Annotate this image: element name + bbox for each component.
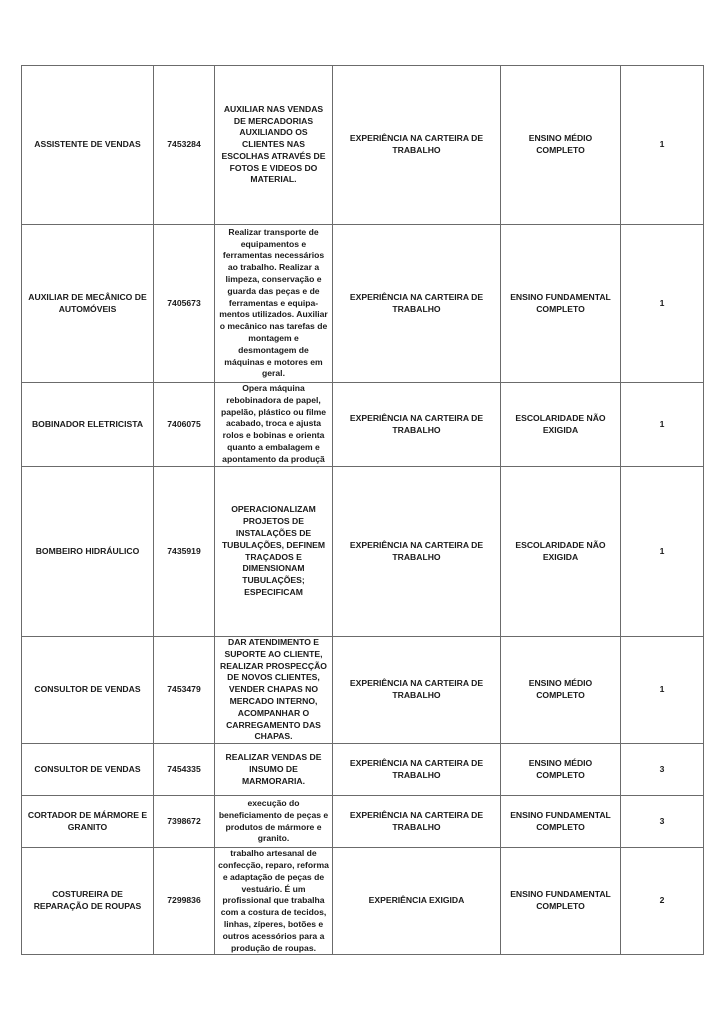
vacancies-cell: 1: [621, 467, 704, 637]
vacancies-cell: 2: [621, 848, 704, 955]
experience-cell: EXPERIÊNCIA NA CARTEIRA DE TRABALHO: [333, 225, 501, 383]
occupation-cell: CONSULTOR DE VENDAS: [22, 637, 154, 744]
experience-cell: EXPERIÊNCIA NA CARTEIRA DE TRABALHO: [333, 744, 501, 796]
vacancies-cell: 1: [621, 225, 704, 383]
education-cell: ENSINO MÉDIO COMPLETO: [501, 637, 621, 744]
code-cell: 7435919: [154, 467, 215, 637]
education-cell: ESCOLARIDADE NÃO EXIGIDA: [501, 383, 621, 467]
experience-cell: EXPERIÊNCIA NA CARTEIRA DE TRABALHO: [333, 796, 501, 848]
occupation-cell: BOBINADOR ELETRICISTA: [22, 383, 154, 467]
table-row: [22, 744, 704, 796]
education-cell: ENSINO FUNDAMENTAL COMPLETO: [501, 796, 621, 848]
vacancies-cell: 1: [621, 383, 704, 467]
education-cell: ENSINO MÉDIO COMPLETO: [501, 744, 621, 796]
occupation-cell: COSTUREIRA DE REPARAÇÃO DE ROUPAS: [22, 848, 154, 955]
job-vacancies-table: [21, 65, 704, 955]
table-row: [22, 796, 704, 848]
vacancies-cell: 3: [621, 796, 704, 848]
description-text: Opera máquina rebobinadora de papel, papelão, plástico ou filme acabado, troca e ajusta rolos e bobinas e orienta quanto a embalagem e apontamento da produçã: [220, 383, 327, 464]
experience-cell: EXPERIÊNCIA EXIGIDA: [333, 848, 501, 955]
experience-cell: EXPERIÊNCIA NA CARTEIRA DE TRABALHO: [333, 66, 501, 225]
table-row: [22, 848, 704, 955]
code-cell: 7299836: [154, 848, 215, 955]
description-cell: Realizar transporte de equipamentos e ferramentas necessários ao trabalho. Realizar a limpeza, conservação e guarda das peças e de ferramentas e equipa-mentos utilizados. Auxiliar o mecânico nas tarefas de montagem e desmontagem de máquinas e motores em geral.: [215, 225, 333, 383]
experience-cell: EXPERIÊNCIA NA CARTEIRA DE TRABALHO: [333, 637, 501, 744]
table-row: [22, 225, 704, 383]
description-cell: OPERACIONALIZAM PROJETOS DE INSTALAÇÕES DE TUBULAÇÕES, DEFINEM TRAÇADOS E DIMENSIONAM TUBULAÇÕES; ESPECIFICAM: [215, 467, 333, 637]
education-cell: ESCOLARIDADE NÃO EXIGIDA: [501, 467, 621, 637]
code-cell: 7453479: [154, 637, 215, 744]
table-row: [22, 383, 704, 467]
experience-cell: EXPERIÊNCIA NA CARTEIRA DE TRABALHO: [333, 467, 501, 637]
code-cell: 7406075: [154, 383, 215, 467]
description-cell: execução do beneficiamento de peças e produtos de mármore e granito.: [215, 796, 333, 848]
occupation-cell: BOMBEIRO HIDRÁULICO: [22, 467, 154, 637]
description-cell: trabalho artesanal de confecção, reparo, reforma e adaptação de peças de vestuário. É um profissional que trabalha com a costura de tecidos, linhas, zíperes, botões e outros acessórios para a produção de roupas.: [215, 848, 333, 955]
vacancies-cell: 3: [621, 744, 704, 796]
description-cell: [215, 383, 333, 467]
education-cell: ENSINO FUNDAMENTAL COMPLETO: [501, 848, 621, 955]
table-row: [22, 637, 704, 744]
experience-cell: EXPERIÊNCIA NA CARTEIRA DE TRABALHO: [333, 383, 501, 467]
code-cell: 7405673: [154, 225, 215, 383]
education-cell: ENSINO MÉDIO COMPLETO: [501, 66, 621, 225]
description-cell: DAR ATENDIMENTO E SUPORTE AO CLIENTE, REALIZAR PROSPECÇÃO DE NOVOS CLIENTES, VENDER CHAPAS NO MERCADO INTERNO, ACOMPANHAR O CARREGAMENTO DAS CHAPAS.: [215, 637, 333, 744]
table-row: [22, 66, 704, 225]
description-cell: AUXILIAR NAS VENDAS DE MERCADORIAS AUXILIANDO OS CLIENTES NAS ESCOLHAS ATRAVÉS DE FOTOS E VIDEOS DO MATERIAL.: [215, 66, 333, 225]
occupation-cell: AUXILIAR DE MECÂNICO DE AUTOMÓVEIS: [22, 225, 154, 383]
occupation-cell: ASSISTENTE DE VENDAS: [22, 66, 154, 225]
education-cell: ENSINO FUNDAMENTAL COMPLETO: [501, 225, 621, 383]
occupation-cell: CONSULTOR DE VENDAS: [22, 744, 154, 796]
code-cell: 7398672: [154, 796, 215, 848]
code-cell: 7454335: [154, 744, 215, 796]
vacancies-cell: 1: [621, 637, 704, 744]
vacancies-cell: 1: [621, 66, 704, 225]
occupation-cell: CORTADOR DE MÁRMORE E GRANITO: [22, 796, 154, 848]
code-cell: 7453284: [154, 66, 215, 225]
table-row: [22, 467, 704, 637]
description-cell: REALIZAR VENDAS DE INSUMO DE MARMORARIA.: [215, 744, 333, 796]
